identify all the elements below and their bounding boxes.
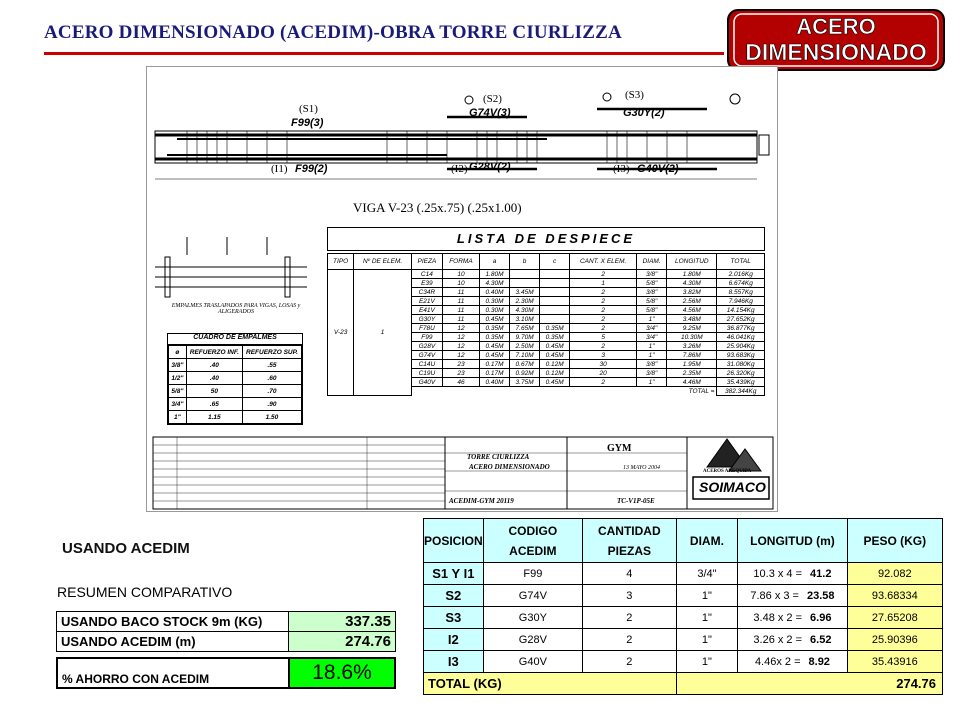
lista-cell: 0.40M [480,378,510,387]
lista-tipo: V-23 [328,270,354,396]
lista-cell: 0.92M [510,369,540,378]
lista-cell: 3/8" [637,288,667,297]
lista-cell: 0.17M [480,369,510,378]
peso-cell: 93.68334 [847,585,942,607]
code-i3: G40V(2) [637,163,679,175]
lista-cell: 0.45M [480,315,510,324]
codigo-cell: F99 [483,563,582,585]
cuadro-cell: 3/4" [169,398,187,411]
comparison-table [423,518,943,695]
lista-cell: 1.95M [667,360,717,369]
cantidad-cell: 3 [583,585,677,607]
proyecto: ACEDIM-GYM 20119 [449,497,514,505]
cantidad-cell: 4 [583,563,677,585]
lista-cell [540,279,570,288]
label-i2: (I2) [451,163,468,175]
lista-cell: G30Y [411,315,442,324]
longitud-value: 8.92 [808,655,830,668]
code-i1: F99(2) [295,163,328,175]
comparison-row [424,607,943,629]
lista-row [328,270,765,279]
cuadro-row [169,372,302,385]
cuadro-table [168,345,302,424]
lista-cell: C19U [411,369,442,378]
empalmes-note: EMPALMES TRASLAPADOS PARA VIGAS, LOSAS y ALIGERADOS [171,303,301,315]
longitud-cell [738,651,847,673]
cuadro-cell: 1/2" [169,372,187,385]
lista-cell: 7.10M [510,351,540,360]
longitud-value: 23.58 [806,589,835,602]
cuadro-cell: .55 [242,359,301,372]
codigo-cell: G30Y [483,607,582,629]
lista-cell: 0.30M [480,306,510,315]
lista-cell: 2 [570,306,637,315]
plano: TC-V1P-05E [617,497,655,505]
lista-cell: 36.877Kg [717,324,765,333]
res-row [57,632,396,652]
lista-cell: C34R [411,288,442,297]
lista-cell: 23 [442,360,479,369]
lista-cell: 20 [570,369,637,378]
longitud-cell [738,629,847,651]
lista-cell: 3/8" [637,360,667,369]
cuadro-cell: .70 [242,385,301,398]
ahorro-value: 18.6% [289,658,395,688]
lista-cell: E21V [411,297,442,306]
lista-cell: 0.45M [480,351,510,360]
lista-cell: 0.45M [540,342,570,351]
cuadro-row [169,385,302,398]
lista-header-cell: CANT. X ELEM. [570,254,637,270]
lista-cell: 2 [570,270,637,279]
fecha: 13 MAYO 2004 [623,465,661,471]
lista-cell: 10 [442,279,479,288]
lista-cell: 3.75M [510,378,540,387]
code-s3: G30Y(2) [623,107,665,119]
comparison-header-cell: PESO (KG) [847,519,942,563]
lista-cell: 3.48M [667,315,717,324]
lista-cell [540,297,570,306]
lista-cell: 1 [570,279,637,288]
cuadro-cell: .40 [186,372,242,385]
lista-cell: 1.80M [480,270,510,279]
lista-header-cell: PIEZA [411,254,442,270]
cuadro-cell: .60 [242,372,301,385]
lista-cell: 7.65M [510,324,540,333]
posicion-cell: S3 [424,607,484,629]
comparison-row [424,651,943,673]
lista-cell: 7.86M [667,351,717,360]
comparison-header-cell: CANTIDAD PIEZAS [583,519,677,563]
lista-cell: E41V [411,306,442,315]
cantidad-cell: 2 [583,651,677,673]
lista-cell: 5/8" [637,279,667,288]
lista-cell: 5 [570,333,637,342]
lista-cell: 4.30M [667,279,717,288]
lista-cell: 3.45M [510,288,540,297]
lista-cell: 8.557Kg [717,288,765,297]
lista-cell: 7.946Kg [717,297,765,306]
lista-cell: 3/8" [637,270,667,279]
title-underline [44,52,724,55]
peso-cell: 35.43916 [847,651,942,673]
comparison-row [424,563,943,585]
lista-cell: 0.17M [480,360,510,369]
cuadro-cell: .90 [242,398,301,411]
lista-cell: 3.82M [667,288,717,297]
lista-cell: 3/4" [637,333,667,342]
lista-cell: 93.683Kg [717,351,765,360]
ahorro-table [56,657,396,689]
comparison-row [424,585,943,607]
lista-cell: 0.35M [540,324,570,333]
cuadro-row [169,411,302,424]
cantidad-cell: 2 [583,629,677,651]
lista-cell: 11 [442,297,479,306]
comparison-row [424,629,943,651]
lista-header-cell: c [540,254,570,270]
lista-cell: 1" [637,342,667,351]
lista-cell: 0.30M [480,297,510,306]
longitud-value: 6.52 [810,633,832,646]
usando-acedim-heading: USANDO ACEDIM [62,540,190,557]
lista-cell: G40V [411,378,442,387]
lista-cell [540,306,570,315]
lista-cell: 10.30M [667,333,717,342]
lista-cell: 0.45M [540,378,570,387]
lista-cell: 3.26M [667,342,717,351]
posicion-cell: S1 Y I1 [424,563,484,585]
lista-cell: 10 [442,270,479,279]
posicion-cell: I3 [424,651,484,673]
cuadro-title: CUADRO DE EMPALMES [168,334,302,345]
res-label: USANDO ACEDIM (m) [57,632,289,652]
lista-cell: 9.25M [667,324,717,333]
diam-cell: 1" [676,585,738,607]
cuadro-header-row [169,346,302,359]
comparison-header-cell: POSICION [424,519,484,563]
comparison-header-cell: DIAM. [676,519,738,563]
lista-cell: 11 [442,315,479,324]
posicion-cell: S2 [424,585,484,607]
aceros-brand: ACEROS AREQUIPA [703,469,752,474]
lista-cell: 0.12M [540,360,570,369]
lista-cell [540,288,570,297]
longitud-calc: 3.48 x 2 = [753,611,803,624]
lista-cell: 0.35M [480,324,510,333]
lista-cell: E39 [411,279,442,288]
lista-cell: 11 [442,288,479,297]
viga-label: VIGA V-23 (.25x.75) (.25x1.00) [353,200,522,215]
res-label: USANDO BACO STOCK 9m (KG) [57,612,289,632]
lista-cell: 27.652Kg [717,315,765,324]
lista-header-cell: TIPO [328,254,354,270]
lista-cell: 9.70M [510,333,540,342]
lista-header-cell: DIAM. [637,254,667,270]
technical-drawing [146,66,778,512]
logo-line1: ACERO [796,14,876,39]
obra-name: TORRE CIURLIZZA [467,453,530,461]
lista-cell: F99 [411,333,442,342]
lista-nelem: 1 [354,270,412,396]
lista-cell: 3 [570,351,637,360]
lista-cell: 35.439Kg [717,378,765,387]
peso-cell: 27.65208 [847,607,942,629]
diam-cell: 1" [676,629,738,651]
lista-cell [510,270,540,279]
lista-cell: 12 [442,324,479,333]
lista-cell: 11 [442,306,479,315]
lista-cell: 46 [442,378,479,387]
codigo-cell: G28V [483,629,582,651]
cuadro-cell: 1" [169,411,187,424]
lista-cell: 12 [442,342,479,351]
codigo-cell: G74V [483,585,582,607]
cuadro-cell: .65 [186,398,242,411]
ahorro-label: % AHORRO CON ACEDIM [57,658,289,688]
peso-cell: 92.082 [847,563,942,585]
resumen-heading: RESUMEN COMPARATIVO [57,584,233,600]
cuadro-cell: REFUERZO SUP. [242,346,301,359]
lista-cell: 3/8" [637,369,667,378]
lista-despiece-table [327,253,765,396]
code-s2: G74V(3) [469,107,511,119]
comparison-header-row [424,519,943,563]
label-s3: (S3) [625,89,644,101]
lista-header-row [328,254,765,270]
longitud-value: 6.96 [810,611,832,624]
cuadro-cell: 5/8" [169,385,187,398]
lista-cell: C14 [411,270,442,279]
lista-cell: G28V [411,342,442,351]
longitud-cell [738,607,847,629]
lista-cell: 2.56M [667,297,717,306]
soimaco-logo: SOIMACO [699,479,766,495]
lista-header-cell: TOTAL [717,254,765,270]
longitud-cell [738,585,847,607]
cantidad-cell: 2 [583,607,677,629]
lista-cell [510,279,540,288]
lista-title-box: LISTA DE DESPIECE [327,227,765,251]
total-label: TOTAL (KG) [424,673,677,695]
cuadro-empalmes [167,333,303,425]
lista-cell: 0.67M [510,360,540,369]
lista-cell: 2.50M [510,342,540,351]
lista-cell: 1" [637,315,667,324]
cuadro-cell: 1.50 [242,411,301,424]
lista-cell: 4.30M [480,279,510,288]
lista-cell: 23 [442,369,479,378]
lista-header-cell: a [480,254,510,270]
lista-header-cell: b [510,254,540,270]
lista-cell: 12 [442,333,479,342]
lista-cell [540,315,570,324]
lista-header-cell: LONGITUD [667,254,717,270]
res-row [57,612,396,632]
lista-cell: 2 [570,288,637,297]
comparison-total-row [424,673,943,695]
lista-cell: 2.30M [510,297,540,306]
lista-cell: 30 [570,360,637,369]
diam-cell: 3/4" [676,563,738,585]
comparison-header-cell: LONGITUD (m) [738,519,847,563]
gym-label: GYM [607,443,632,454]
lista-cell: 26.320Kg [717,369,765,378]
lista-cell: 3/4" [637,324,667,333]
cuadro-cell: .40 [186,359,242,372]
label-i1: (I1) [271,163,288,175]
lista-cell: 3.10M [510,315,540,324]
lista-cell: 31.080Kg [717,360,765,369]
label-s2: (S2) [483,93,502,105]
lista-cell: 46.041Kg [717,333,765,342]
label-i3: (I3) [613,163,630,175]
lista-cell: 1.80M [667,270,717,279]
lista-cell: 4.56M [667,306,717,315]
label-s1: (S1) [299,103,318,115]
longitud-calc: 3.26 x 2 = [753,633,803,646]
longitud-value: 41.2 [810,567,832,580]
lista-cell: 2 [570,324,637,333]
lista-total-label: TOTAL = [688,387,715,395]
lista-cell: 14.154Kg [717,306,765,315]
lista-cell: 0.45M [480,342,510,351]
lista-cell: C14U [411,360,442,369]
lista-cell: 25.904Kg [717,342,765,351]
cuadro-cell: 1.15 [186,411,242,424]
page-title: ACERO DIMENSIONADO (ACEDIM)-OBRA TORRE CIURLIZZA [44,22,622,43]
lista-cell [540,270,570,279]
acero-dimensionado-logo [726,8,946,72]
lista-cell: 4.30M [510,306,540,315]
longitud-calc: 4.46x 2 = [754,655,801,668]
lista-cell: 5/8" [637,297,667,306]
codigo-cell: G40V [483,651,582,673]
diam-cell: 1" [676,607,738,629]
cuadro-cell: 50 [186,385,242,398]
lista-cell: 0.12M [540,369,570,378]
lista-cell: 2 [570,342,637,351]
lista-header-cell: FORMA [442,254,479,270]
lista-cell: 1" [637,378,667,387]
lista-cell: 2 [570,315,637,324]
res-value: 274.76 [289,632,396,652]
longitud-calc: 10.3 x 4 = [753,567,803,580]
cuadro-cell: 3/8" [169,359,187,372]
lista-cell: 0.35M [540,333,570,342]
lista-cell: 6.674Kg [717,279,765,288]
code-i2: G28V(2) [469,161,511,173]
lista-cell: 0.40M [480,288,510,297]
longitud-calc: 7.86 x 3 = [750,589,799,602]
cuadro-row [169,359,302,372]
lista-cell: 12 [442,351,479,360]
total-value: 274.76 [676,673,942,695]
lista-cell: 2 [570,297,637,306]
peso-cell: 25.90396 [847,629,942,651]
lista-cell: 1" [637,351,667,360]
res-value: 337.35 [289,612,396,632]
lista-cell: F78U [411,324,442,333]
lista-cell: 0.45M [540,351,570,360]
cuadro-cell: ø [169,346,187,359]
comparison-header-cell: CODIGO ACEDIM [483,519,582,563]
lista-cell: 2 [570,378,637,387]
longitud-cell [738,563,847,585]
contenido: ACERO DIMENSIONADO [469,463,550,471]
lista-cell: 0.35M [480,333,510,342]
lista-cell: 5/8" [637,306,667,315]
lista-header-cell: Nº DE ELEM. [354,254,412,270]
posicion-cell: I2 [424,629,484,651]
logo-line2: DIMENSIONADO [745,39,927,65]
lista-cell: 2.35M [667,369,717,378]
lista-total-value: 382.344Kg [717,387,765,396]
diam-cell: 1" [676,651,738,673]
code-s1: F99(3) [291,117,324,129]
lista-cell: G74V [411,351,442,360]
cuadro-cell: REFUERZO INF. [186,346,242,359]
resumen-table [56,611,396,652]
lista-cell: 4.46M [667,378,717,387]
lista-cell: 2.016Kg [717,270,765,279]
cuadro-row [169,398,302,411]
